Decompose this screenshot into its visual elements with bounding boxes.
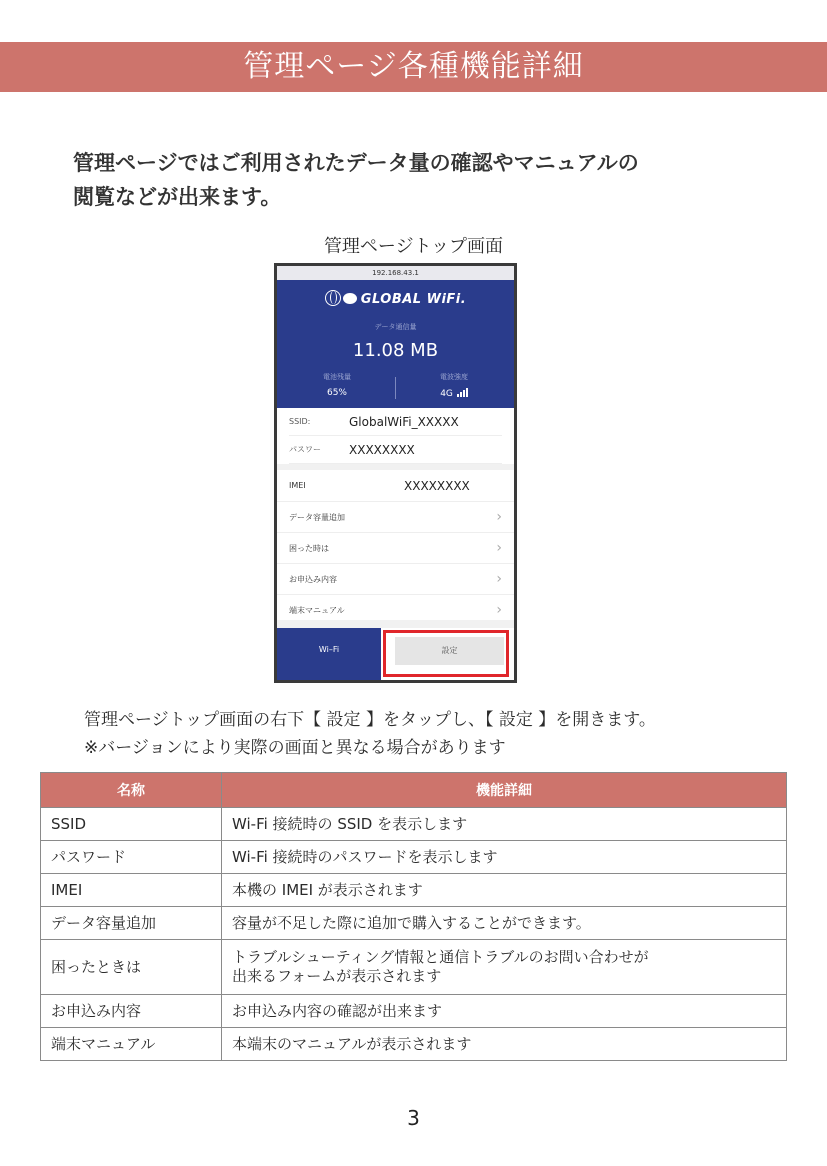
ssid-value: GlobalWiFi_XXXXX bbox=[349, 414, 459, 429]
table-row bbox=[41, 808, 787, 841]
chevron-right-icon: › bbox=[496, 571, 502, 587]
row-name: SSID bbox=[41, 808, 222, 841]
feature-table bbox=[40, 772, 787, 1061]
signal-label: 電波強度 bbox=[440, 373, 468, 381]
signal-value-wrap bbox=[404, 388, 504, 400]
settings-highlight-box bbox=[383, 630, 509, 677]
signal-stat bbox=[404, 372, 504, 400]
battery-stat bbox=[287, 372, 387, 398]
row-name: お申込み内容 bbox=[41, 995, 222, 1028]
status-panel bbox=[277, 280, 514, 408]
intro-line-2: 閲覧などが出来ます。 bbox=[73, 185, 282, 209]
imei-value: XXXXXXXX bbox=[404, 478, 470, 493]
instruction-note bbox=[84, 706, 656, 762]
row-detail: 容量が不足した際に追加で購入することができます。 bbox=[222, 907, 787, 940]
row-detail-line-2: 出来るフォームが表示されます bbox=[232, 967, 442, 985]
brand-name: GLOBAL WiFi. bbox=[360, 292, 467, 307]
row-name: パスワード bbox=[41, 841, 222, 874]
page-number: 3 bbox=[407, 1106, 420, 1130]
row-detail: Wi-Fi 接続時のパスワードを表示します bbox=[222, 841, 787, 874]
row-name: 困ったときは bbox=[41, 940, 222, 995]
menu-item-label: データ容量追加 bbox=[289, 512, 345, 522]
menu-item-label: 端末マニュアル bbox=[289, 605, 345, 615]
row-detail-line-1: トラブルシューティング情報と通信トラブルのお問い合わせが bbox=[232, 948, 649, 966]
brand-logo bbox=[277, 290, 514, 307]
data-usage-value: 11.08 MB bbox=[352, 340, 439, 361]
row-detail: Wi-Fi 接続時の SSID を表示します bbox=[222, 808, 787, 841]
header-name: 名称 bbox=[41, 773, 222, 808]
chevron-right-icon: › bbox=[496, 540, 502, 556]
table-row bbox=[41, 940, 787, 995]
header-banner bbox=[0, 42, 827, 92]
note-line-2: ※バージョンにより実際の画面と異なる場合があります bbox=[84, 738, 506, 758]
row-detail: 本端末のマニュアルが表示されます bbox=[222, 1028, 787, 1061]
menu-item-label: 困った時は bbox=[289, 543, 329, 553]
intro-line-1: 管理ページではご利用されたデータ量の確認やマニュアルの bbox=[73, 151, 639, 175]
signal-bars-icon bbox=[456, 388, 468, 400]
password-key: パスワー bbox=[289, 445, 321, 454]
table-row bbox=[41, 1028, 787, 1061]
menu-item-help[interactable] bbox=[277, 533, 514, 564]
wifi-icon bbox=[343, 293, 357, 304]
globe-icon bbox=[325, 290, 341, 306]
battery-value: 65% bbox=[326, 388, 347, 398]
menu-item-application[interactable] bbox=[277, 564, 514, 595]
password-row bbox=[289, 436, 502, 464]
signal-value: 4G bbox=[440, 389, 453, 399]
table-row bbox=[41, 907, 787, 940]
intro-text bbox=[73, 146, 773, 214]
table-header-row bbox=[41, 773, 787, 808]
ssid-key: SSID: bbox=[289, 417, 311, 426]
screenshot-caption: 管理ページトップ画面 bbox=[323, 236, 504, 257]
url-bar: 192.168.43.1 bbox=[277, 266, 514, 280]
table-row bbox=[41, 995, 787, 1028]
chevron-right-icon: › bbox=[496, 602, 502, 618]
network-info bbox=[277, 408, 514, 464]
password-value: XXXXXXXX bbox=[349, 442, 415, 457]
table-row bbox=[41, 841, 787, 874]
menu-item-add-data[interactable] bbox=[277, 502, 514, 533]
imei-key: IMEI bbox=[289, 481, 306, 490]
row-detail: お申込み内容の確認が出来ます bbox=[222, 995, 787, 1028]
chevron-right-icon: › bbox=[496, 509, 502, 525]
row-name: 端末マニュアル bbox=[41, 1028, 222, 1061]
battery-label: 電池残量 bbox=[323, 373, 351, 381]
tab-wifi[interactable]: Wi–Fi bbox=[277, 628, 381, 680]
row-name: IMEI bbox=[41, 874, 222, 907]
ssid-row bbox=[289, 408, 502, 436]
phone-screenshot bbox=[274, 263, 517, 683]
stat-divider bbox=[395, 377, 396, 399]
tab-settings[interactable]: 設定 bbox=[395, 637, 504, 665]
row-name: データ容量追加 bbox=[41, 907, 222, 940]
row-detail bbox=[222, 940, 787, 995]
note-line-1: 管理ページトップ画面の右下【 設定 】をタップし、【 設定 】を開きます。 bbox=[84, 710, 656, 730]
row-detail: 本機の IMEI が表示されます bbox=[222, 874, 787, 907]
menu-item-label: お申込み内容 bbox=[289, 574, 337, 584]
header-detail: 機能詳細 bbox=[222, 773, 787, 808]
imei-row bbox=[277, 470, 514, 502]
table-row bbox=[41, 874, 787, 907]
data-usage-label: データ通信量 bbox=[374, 323, 417, 331]
page-title: 管理ページ各種機能詳細 bbox=[243, 49, 584, 84]
